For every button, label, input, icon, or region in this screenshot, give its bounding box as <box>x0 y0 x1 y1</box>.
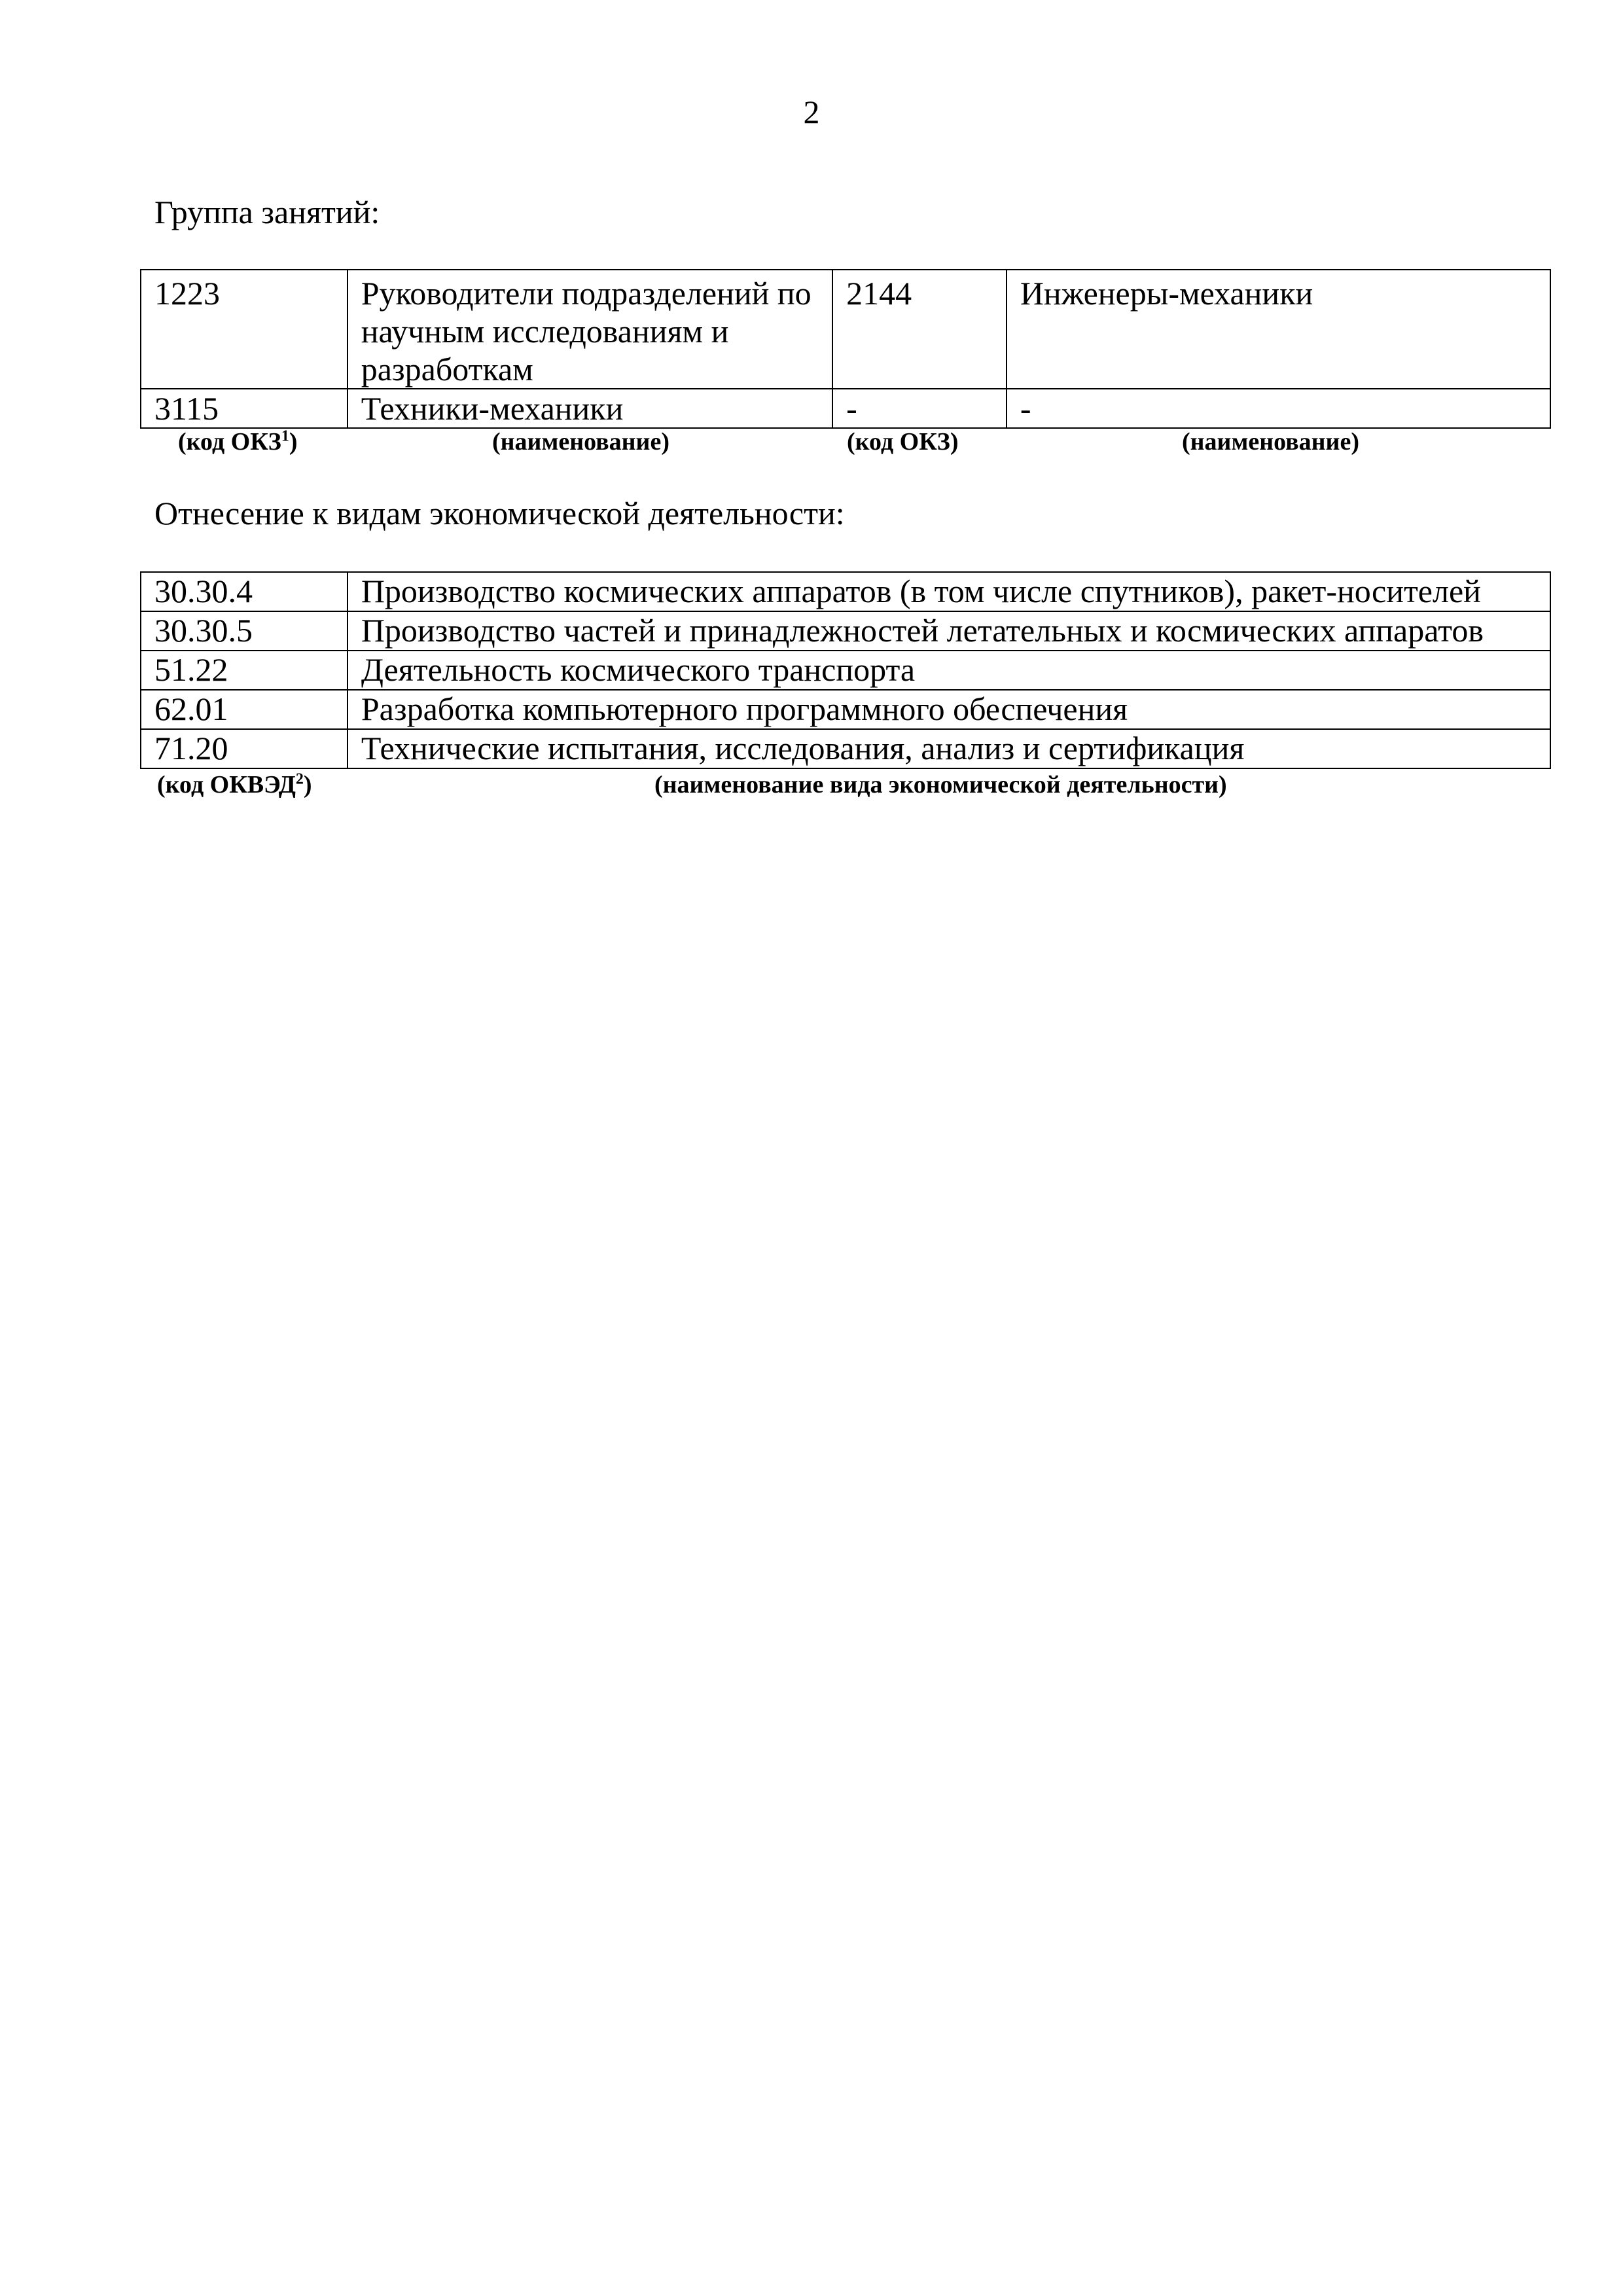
economic-activity-title: Отнесение к видам экономической деятельности: <box>154 495 845 531</box>
okz-name-cell: Руководители подразделений по научным исследованиям и разработкам <box>348 270 832 389</box>
table-row <box>141 572 1550 611</box>
okved-code-cell: 71.20 <box>141 729 348 768</box>
okz-code-caption-2: (код ОКЗ) <box>847 428 959 456</box>
okved-name-cell: Производство частей и принадлежностей летательных и космических аппаратов <box>348 611 1550 651</box>
economic-activity-table <box>140 571 1551 769</box>
footnote-mark: 2 <box>295 770 304 788</box>
okved-name-caption: (наименование вида экономической деятельности) <box>654 771 1227 798</box>
caption-text: (код ОКВЭД <box>157 771 296 798</box>
okved-name-cell: Производство космических аппаратов (в том числе спутников), ракет-носителей <box>348 572 1550 611</box>
caption-text: ) <box>303 771 312 798</box>
okz-name-cell: Инженеры-механики <box>1007 270 1550 389</box>
okved-code-cell: 62.01 <box>141 690 348 729</box>
table-row <box>141 389 1550 428</box>
table-row <box>141 729 1550 768</box>
okz-name-caption-2: (наименование) <box>1182 428 1359 456</box>
okz-name-cell: - <box>1007 389 1550 428</box>
caption-text: ) <box>289 428 298 456</box>
occupation-group-title: Группа занятий: <box>154 194 380 230</box>
okz-code-cell: 3115 <box>141 389 348 428</box>
table-row <box>141 651 1550 690</box>
table-row <box>141 611 1550 651</box>
page-number: 2 <box>803 94 820 130</box>
okved-name-cell: Разработка компьютерного программного обеспечения <box>348 690 1550 729</box>
okved-code-cell: 30.30.4 <box>141 572 348 611</box>
okved-name-cell: Технические испытания, исследования, анализ и сертификация <box>348 729 1550 768</box>
okved-code-cell: 51.22 <box>141 651 348 690</box>
okz-code-caption <box>178 427 298 456</box>
okz-code-cell: 2144 <box>832 270 1007 389</box>
table-row <box>141 690 1550 729</box>
caption-text: (код ОКЗ <box>178 428 281 456</box>
occupation-group-table <box>140 269 1551 429</box>
okved-code-cell: 30.30.5 <box>141 611 348 651</box>
okved-name-cell: Деятельность космического транспорта <box>348 651 1550 690</box>
okz-code-cell: - <box>832 389 1007 428</box>
okz-name-caption: (наименование) <box>492 428 669 456</box>
footnote-mark: 1 <box>281 427 289 445</box>
okved-code-caption <box>157 770 312 799</box>
okz-code-cell: 1223 <box>141 270 348 389</box>
okz-name-cell: Техники-механики <box>348 389 832 428</box>
table-row <box>141 270 1550 389</box>
